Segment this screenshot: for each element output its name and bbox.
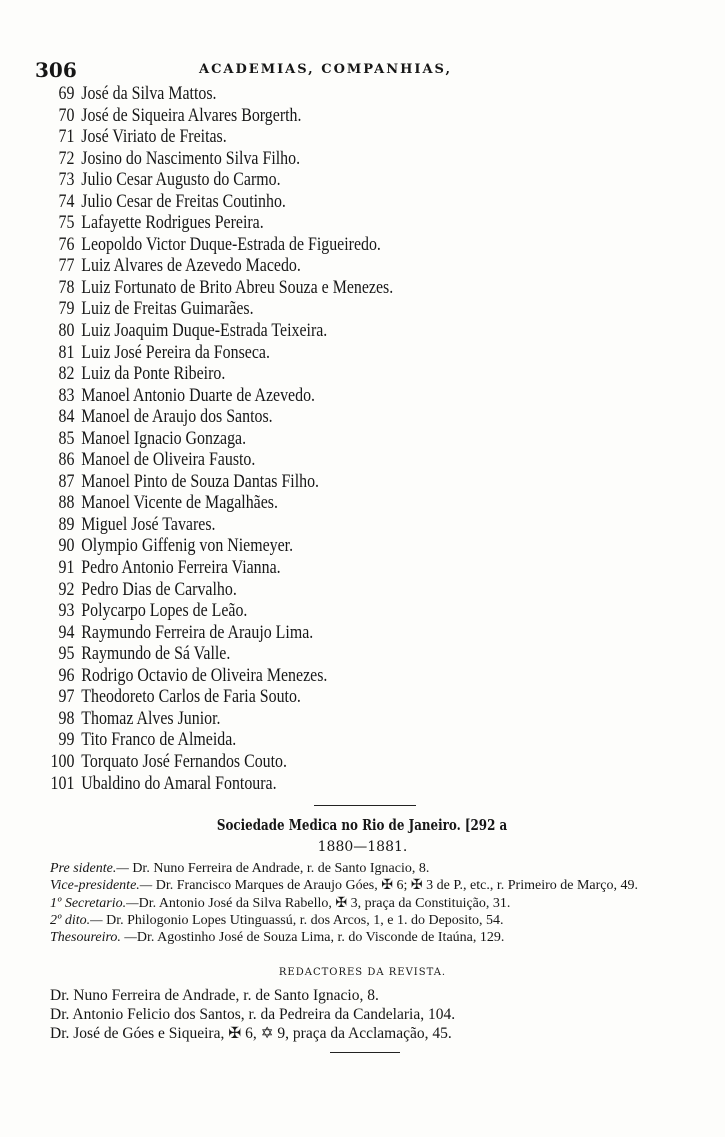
- section-years: 1880—1881.: [317, 839, 408, 855]
- member-number: 75: [58, 213, 75, 234]
- member-name: Manoel Antonio Duarte de Azevedo.: [81, 385, 316, 406]
- member-name: Manoel de Araujo dos Santos.: [81, 407, 273, 428]
- member-number: 87: [58, 471, 75, 492]
- officer-role: Vice-presidente.—: [50, 878, 153, 894]
- member-name: Theodoreto Carlos de Faria Souto.: [81, 687, 301, 708]
- officer-details: Dr. Nuno Ferreira de Andrade, r. de Santo Ignacio, 8.: [128, 861, 430, 876]
- member-name: Polycarpo Lopes de Leão.: [81, 601, 248, 622]
- member-number: 90: [58, 536, 75, 557]
- list-item: [40, 580, 556, 602]
- member-name: Luiz José Pereira da Fonseca.: [81, 342, 270, 363]
- member-list: [40, 84, 640, 795]
- section-title: [0, 817, 725, 834]
- member-name: Julio Cesar Augusto do Carmo.: [81, 170, 281, 191]
- officer-details: Dr. Antonio José da Silva Rabello, ✠ 3, praça da Constituição, 31.: [138, 895, 511, 911]
- officer-entry: [50, 860, 690, 877]
- member-name: Manoel Pinto de Souza Dantas Filho.: [81, 471, 320, 492]
- member-name: José de Siqueira Alvares Borgerth.: [81, 105, 302, 126]
- list-item: [40, 601, 556, 623]
- member-name: Pedro Antonio Ferreira Vianna.: [81, 558, 281, 579]
- list-item: [40, 644, 556, 666]
- member-number: 83: [58, 385, 75, 406]
- list-item: [40, 149, 556, 171]
- member-number: 78: [58, 277, 75, 298]
- member-number: 98: [58, 708, 75, 729]
- member-name: Lafayette Rodrigues Pereira.: [81, 213, 264, 234]
- member-name: Manoel Vicente de Magalhães.: [81, 493, 278, 514]
- list-item: [40, 364, 556, 386]
- list-item: [40, 386, 556, 408]
- editor-entry: Dr. Nuno Ferreira de Andrade, r. de Santo Ignacio, 8.: [50, 987, 379, 1004]
- officer-role: Pre sidente.—: [50, 861, 129, 876]
- member-name: Luiz de Freitas Guimarães.: [81, 299, 254, 320]
- member-number: 101: [50, 773, 75, 794]
- list-item: [40, 493, 556, 515]
- member-number: 94: [58, 622, 75, 643]
- member-number: 97: [58, 687, 75, 708]
- list-item: [40, 709, 556, 731]
- list-item: [40, 321, 556, 343]
- officer-entry: [50, 895, 690, 912]
- page-number: 306: [35, 58, 77, 82]
- officer-entry: [50, 912, 690, 929]
- member-name: Julio Cesar de Freitas Coutinho.: [81, 191, 286, 212]
- member-name: Luiz da Ponte Ribeiro.: [81, 364, 226, 385]
- member-name: Luiz Fortunato de Brito Abreu Souza e Menezes.: [81, 277, 394, 298]
- member-name: Luiz Joaquim Duque-Estrada Teixeira.: [81, 321, 328, 342]
- member-number: 86: [58, 450, 75, 471]
- member-name: Manoel Ignacio Gonzaga.: [81, 428, 247, 449]
- officer-details: Dr. Francisco Marques de Araujo Góes, ✠ 6; ✠ 3 de P., etc., r. Primeiro de Março, 49.: [152, 878, 639, 894]
- member-number: 74: [58, 191, 75, 212]
- member-name: Olympio Giffenig von Niemeyer.: [81, 536, 294, 557]
- section-divider: [314, 805, 416, 806]
- member-name: Pedro Dias de Carvalho.: [81, 579, 237, 600]
- member-number: 79: [58, 299, 75, 320]
- officer-details: Dr. Agostinho José de Souza Lima, r. do Visconde de Itaúna, 129.: [136, 930, 505, 946]
- list-item: [40, 256, 556, 278]
- member-number: 69: [58, 84, 75, 104]
- list-item: [40, 558, 556, 580]
- member-number: 93: [58, 601, 75, 622]
- officer-role: 1º Secretario.—: [50, 895, 139, 911]
- member-number: 99: [58, 730, 75, 751]
- member-number: 95: [58, 644, 75, 665]
- list-item: [40, 752, 556, 774]
- member-name: Manoel de Oliveira Fausto.: [81, 450, 256, 471]
- list-item: [40, 730, 556, 752]
- member-name: Luiz Alvares de Azevedo Macedo.: [81, 256, 301, 277]
- member-number: 70: [58, 105, 75, 126]
- list-item: [40, 774, 556, 796]
- member-number: 91: [58, 558, 75, 579]
- member-number: 96: [58, 665, 75, 686]
- list-item: [40, 192, 556, 214]
- editor-entry: Dr. José de Góes e Siqueira, ✠ 6, ✡ 9, praça da Acclamação, 45.: [50, 1025, 452, 1042]
- member-number: 71: [58, 127, 75, 148]
- member-number: 76: [58, 234, 75, 255]
- list-item: [40, 213, 556, 235]
- list-item: [40, 343, 556, 365]
- bottom-divider: [330, 1052, 400, 1053]
- member-number: 77: [58, 256, 75, 277]
- page-header: [35, 58, 555, 84]
- list-item: [40, 299, 556, 321]
- running-head: ACADEMIAS, COMPANHIAS,: [199, 62, 452, 77]
- list-item: [40, 472, 556, 494]
- list-item: [40, 170, 556, 192]
- list-item: [40, 515, 556, 537]
- list-item: [40, 450, 556, 472]
- list-item: [40, 429, 556, 451]
- list-item: [40, 106, 556, 128]
- member-name: Thomaz Alves Junior.: [81, 708, 221, 729]
- member-name: Ubaldino do Amaral Fontoura.: [81, 773, 277, 794]
- list-item: [40, 84, 556, 106]
- list-item: [40, 666, 556, 688]
- member-number: 92: [58, 579, 75, 600]
- member-number: 82: [58, 364, 75, 385]
- officer-entry: [50, 877, 690, 894]
- editor-list: [50, 986, 690, 1043]
- member-name: Raymundo Ferreira de Araujo Lima.: [81, 622, 314, 643]
- list-item: [40, 687, 556, 709]
- member-number: 100: [50, 751, 75, 772]
- member-number: 81: [58, 342, 75, 363]
- member-number: 89: [58, 514, 75, 535]
- member-number: 84: [58, 407, 75, 428]
- member-name: Rodrigo Octavio de Oliveira Menezes.: [81, 665, 328, 686]
- officer-role: Thesoureiro. —: [50, 930, 137, 946]
- list-item: [40, 623, 556, 645]
- officer-list: [50, 860, 690, 946]
- list-item: [40, 278, 556, 300]
- list-item: [40, 536, 556, 558]
- list-item: [40, 235, 556, 257]
- member-name: José Viriato de Freitas.: [81, 127, 227, 148]
- member-name: Leopoldo Victor Duque-Estrada de Figueiredo.: [81, 234, 381, 255]
- editors-heading: REDACTORES DA REVISTA.: [278, 967, 447, 978]
- editor-entry: Dr. Antonio Felicio dos Santos, r. da Pedreira da Candelaria, 104.: [50, 1006, 456, 1023]
- officer-details: Dr. Philogonio Lopes Utinguassú, r. dos Arcos, 1, e 1. do Deposito, 54.: [102, 912, 504, 928]
- member-name: José da Silva Mattos.: [81, 84, 217, 104]
- member-name: Torquato José Fernandos Couto.: [81, 751, 287, 772]
- member-number: 72: [58, 148, 75, 169]
- member-name: Miguel José Tavares.: [81, 514, 216, 535]
- officer-entry: [50, 929, 690, 946]
- list-item: [40, 407, 556, 429]
- member-number: 73: [58, 170, 75, 191]
- member-number: 88: [58, 493, 75, 514]
- member-name: Raymundo de Sá Valle.: [81, 644, 231, 665]
- member-name: Tito Franco de Almeida.: [81, 730, 237, 751]
- member-number: 85: [58, 428, 75, 449]
- member-number: 80: [58, 321, 75, 342]
- member-name: Josino do Nascimento Silva Filho.: [81, 148, 301, 169]
- list-item: [40, 127, 556, 149]
- officer-role: 2º dito.—: [50, 912, 103, 928]
- section-title-text: Sociedade Medica no Rio de Janeiro. [292 a: [217, 817, 508, 834]
